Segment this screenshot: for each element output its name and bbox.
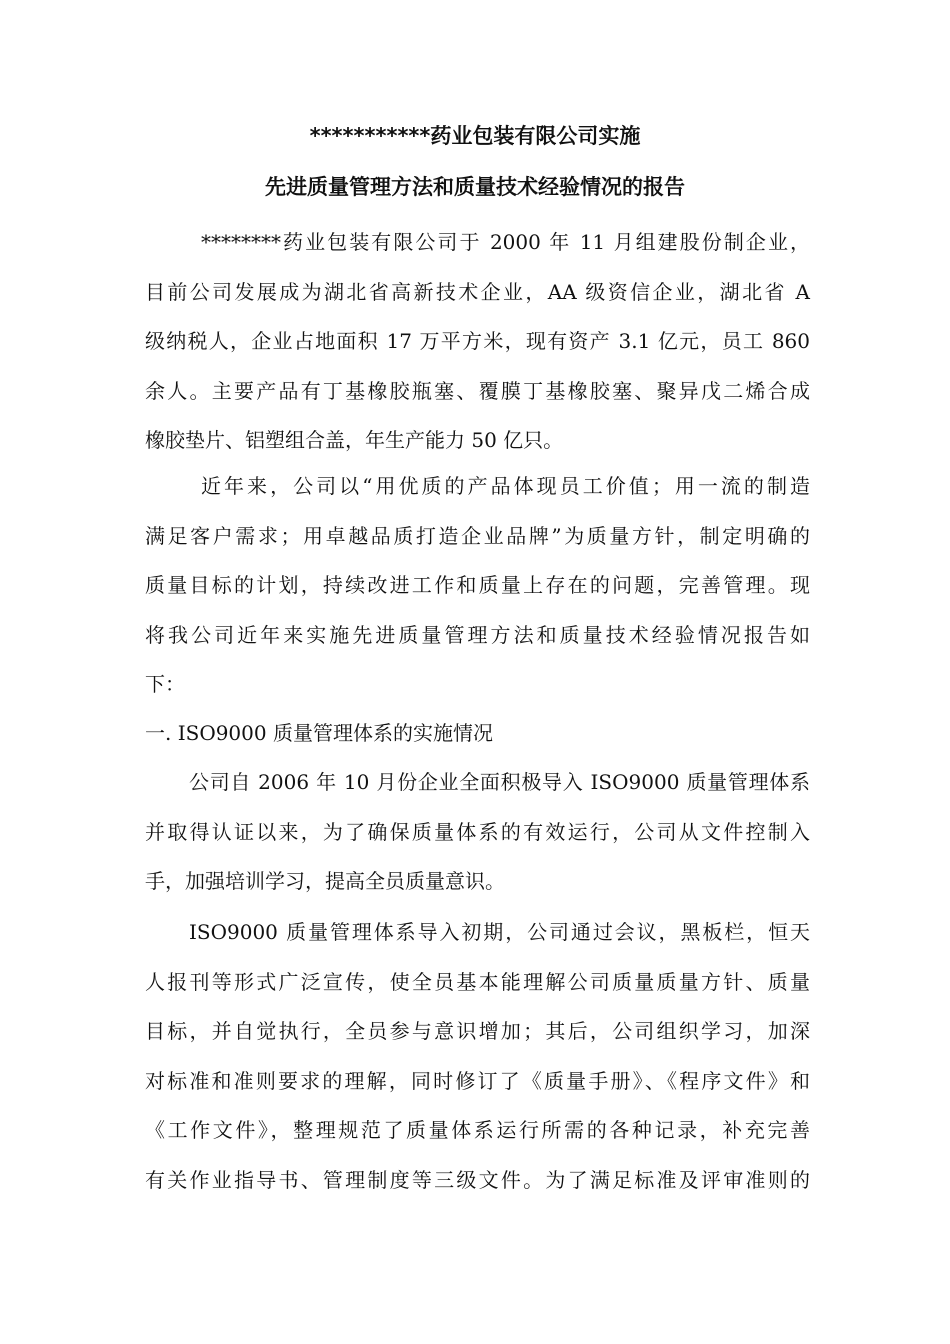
section-heading	[145, 709, 810, 759]
paragraph-line: 《工作文件》，整理规范了质量体系运行所需的各种记录，补充完善	[145, 1118, 810, 1142]
paragraph-line: 橡胶垫片、铝塑组合盖，年生产能力 50 亿只。	[145, 428, 564, 452]
paragraph-line: 满足客户需求；用卓越品质打造企业品牌”为质量方针，制定明确的	[145, 523, 810, 548]
paragraph-line: 目标，并自觉执行，全员参与意识增加；其后，公司组织学习，加深	[145, 1019, 810, 1043]
paragraph-line: 对标准和准则要求的理解，同时修订了《质量手册》、《程序文件》和	[145, 1068, 810, 1093]
document-title-line-1: ***********药业包装有限公司实施	[309, 124, 641, 148]
paragraph-line: 级纳税人，企业占地面积 17 万平方米，现有资产 3.1 亿元，员工 860	[145, 329, 810, 353]
paragraph-line: ********药业包装有限公司于 2000 年 11 月组建股份制企业，	[201, 230, 810, 254]
document-title-line-2: 先进质量管理方法和质量技术经验情况的报告	[265, 175, 685, 199]
paragraph-line: 近年来，公司以“用优质的产品体现员工价值；用一流的制造	[201, 474, 810, 498]
paragraph-intro	[145, 218, 810, 466]
paragraph-line: 手，加强培训学习，提高全员质量意识。	[145, 869, 505, 893]
paragraph-iso-implementation	[145, 908, 810, 1205]
paragraph-line: 有关作业指导书、管理制度等三级文件。为了满足标准及评审准则的	[145, 1167, 810, 1192]
paragraph-line: 公司自 2006 年 10 月份企业全面积极导入 ISO9000 质量管理体系	[189, 770, 810, 794]
section-heading-text: 一. ISO9000 质量管理体系的实施情况	[145, 721, 493, 745]
paragraph-line: 并取得认证以来，为了确保质量体系的有效运行，公司从文件控制入	[145, 819, 810, 844]
paragraph-line: ISO9000 质量管理体系导入初期，公司通过会议，黑板栏，恒天	[189, 920, 810, 944]
paragraph-line: 余人。主要产品有丁基橡胶瓶塞、覆膜丁基橡胶塞、聚异戊二烯合成	[145, 378, 810, 403]
paragraph-quality-policy	[145, 462, 810, 710]
paragraph-line: 目前公司发展成为湖北省高新技术企业，AA 级资信企业，湖北省 A	[145, 279, 810, 304]
paragraph-line: 将我公司近年来实施先进质量管理方法和质量技术经验情况报告如	[145, 622, 810, 647]
paragraph-line: 质量目标的计划，持续改进工作和质量上存在的问题，完善管理。现	[145, 573, 810, 597]
paragraph-line: 人报刊等形式广泛宣传，使全员基本能理解公司质量质量方针、质量	[145, 969, 810, 994]
paragraph-line: 下：	[145, 672, 185, 696]
paragraph-iso-certification	[145, 758, 810, 907]
